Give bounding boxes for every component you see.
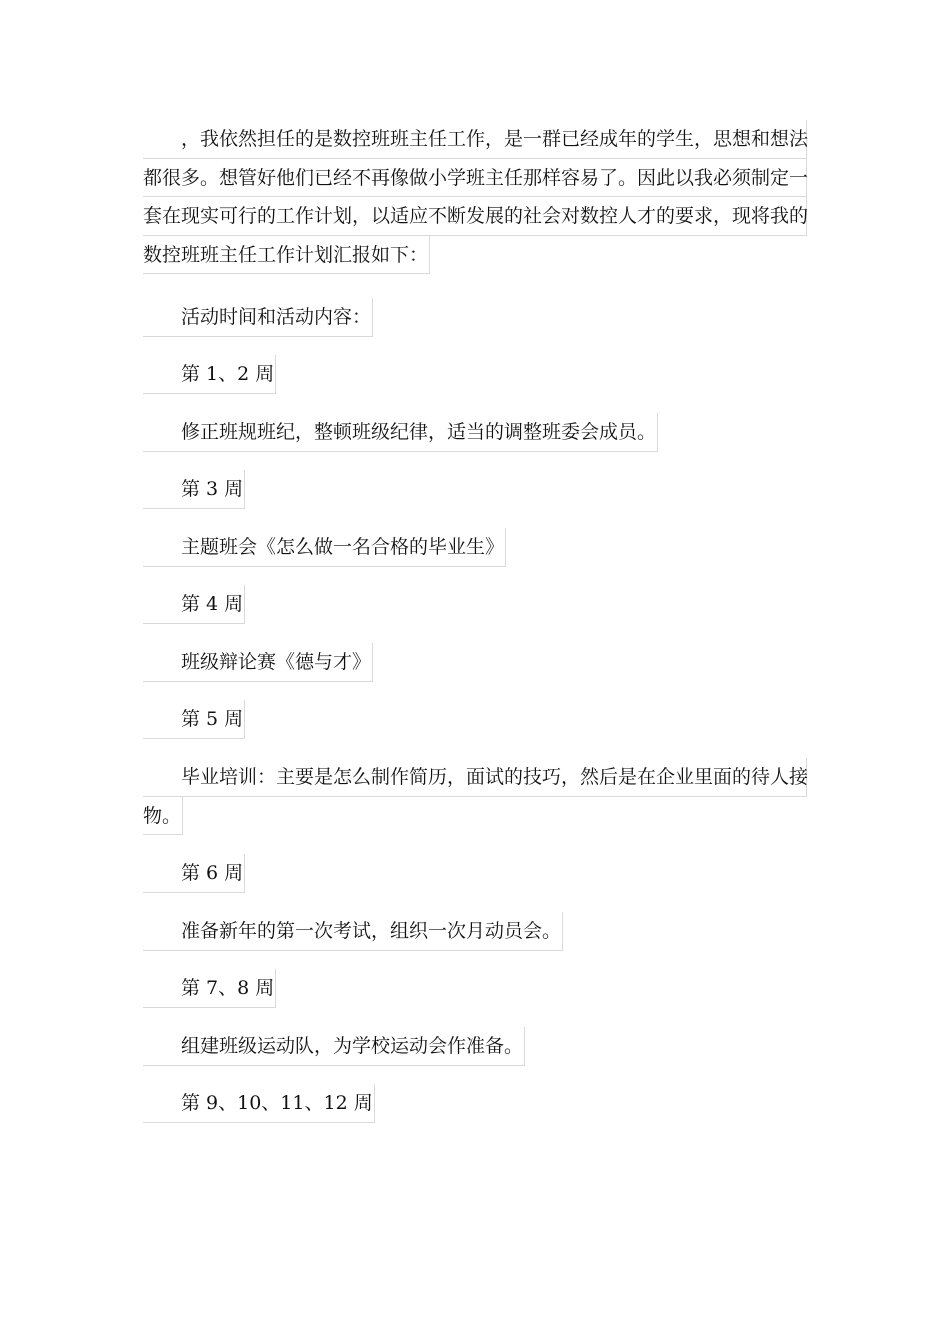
week-heading-2: 第 3 周: [143, 470, 245, 509]
week-heading-4: 第 5 周: [143, 700, 245, 739]
activity-paragraph-2: 主题班会《怎么做一名合格的毕业生》: [143, 528, 506, 567]
activity-paragraph-4: 毕业培训：主要是怎么制作简历，面试的技巧，然后是在企业里面的待人接 物。: [143, 758, 807, 835]
week-heading-5: 第 6 周: [143, 854, 245, 893]
week-heading-3: 第 4 周: [143, 585, 245, 624]
intro-line-3: 套在现实可行的工作计划，以适应不断发展的社会对数控人才的要求，现将我的: [143, 197, 807, 236]
intro-line-4: 数控班班主任工作计划汇报如下：: [143, 236, 430, 275]
intro-line-1: ，我依然担任的是数控班班主任工作，是一群已经成年的学生，思想和想法: [143, 120, 807, 159]
activity-paragraph-3: 班级辩论赛《德与才》: [143, 643, 373, 682]
week-heading-7: 第 9、10、11、12 周: [143, 1084, 375, 1123]
intro-line-2: 都很多。想管好他们已经不再像做小学班主任那样容易了。因此以我必须制定一: [143, 159, 807, 198]
week-heading-1: 第 1、2 周: [143, 355, 276, 394]
activity-paragraph-5: 准备新年的第一次考试，组织一次月动员会。: [143, 912, 563, 951]
section-heading: 活动时间和活动内容：: [143, 298, 373, 337]
activity-paragraph-6: 组建班级运动队，为学校运动会作准备。: [143, 1027, 525, 1066]
activity-paragraph-1: 修正班规班纪，整顿班级纪律，适当的调整班委会成员。: [143, 413, 658, 452]
intro-paragraph: [143, 120, 807, 274]
week-heading-6: 第 7、8 周: [143, 969, 276, 1008]
